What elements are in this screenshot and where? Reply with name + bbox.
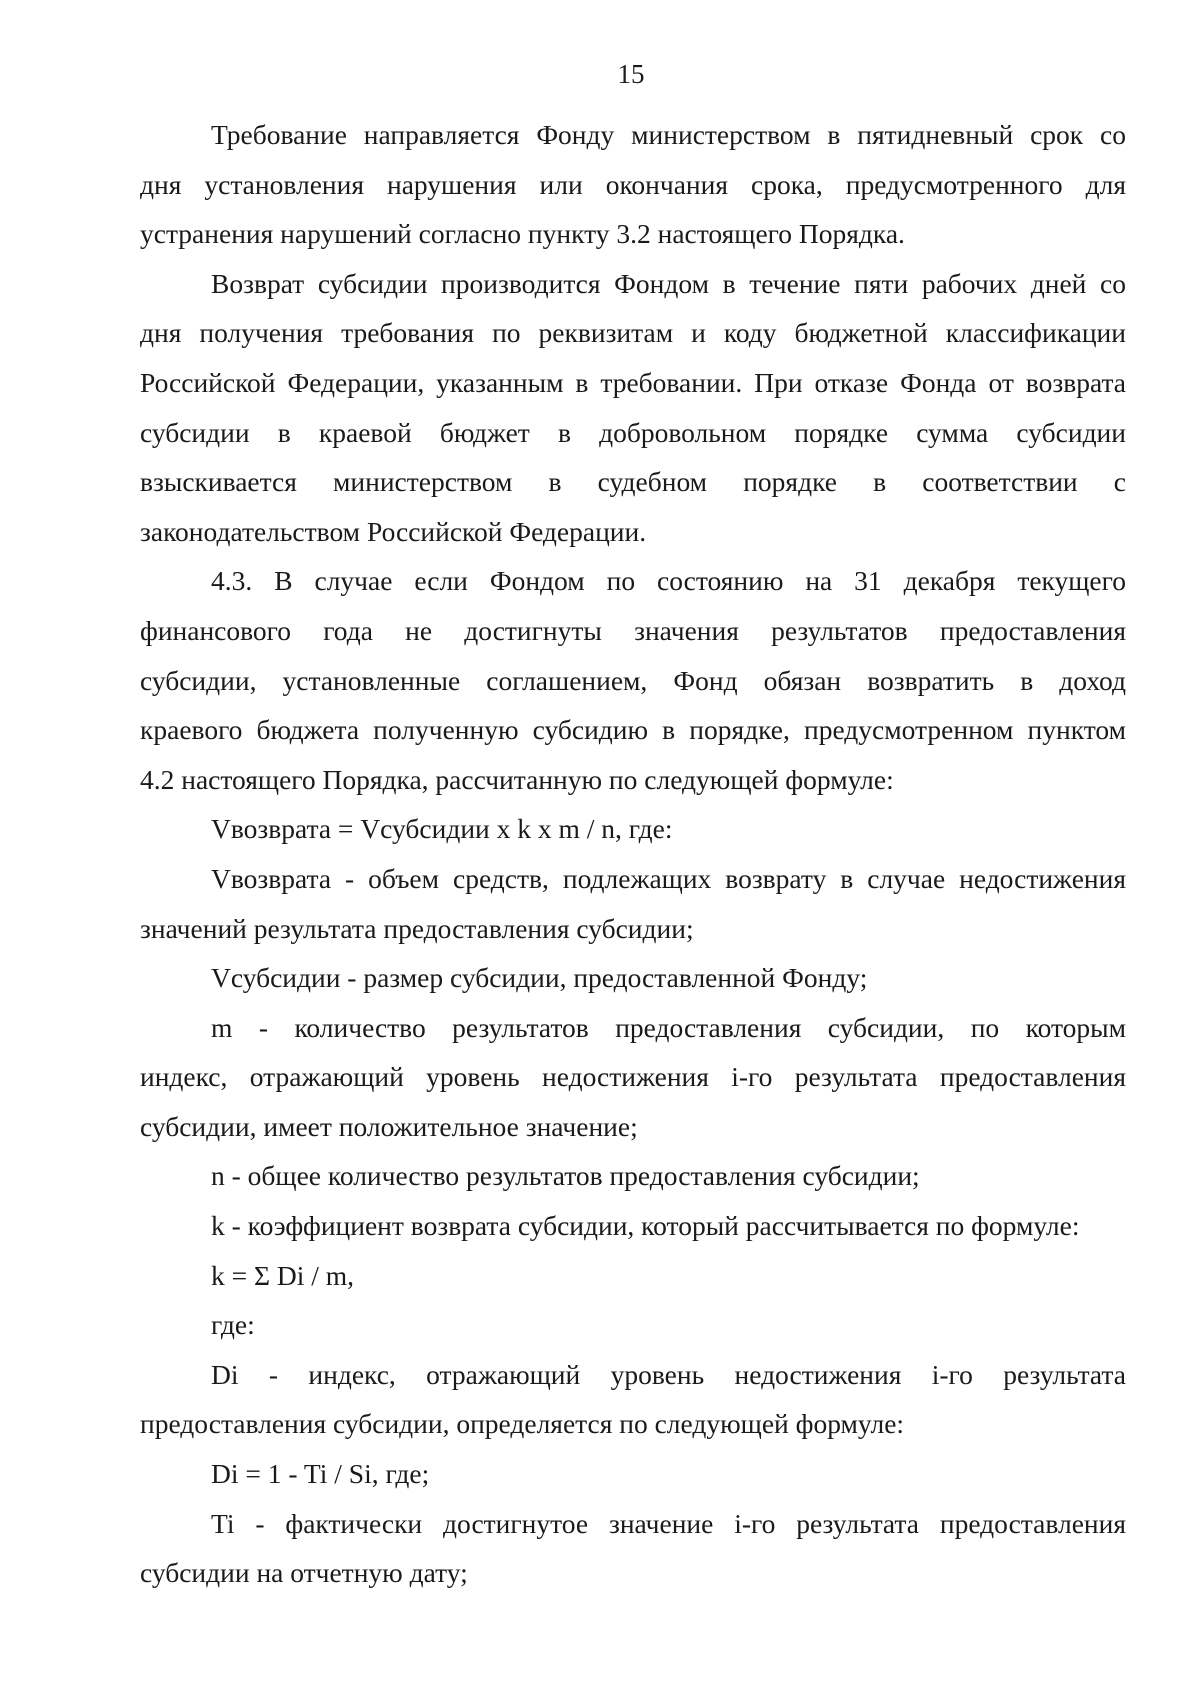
text-line: k - коэффициент возврата субсидии, который рассчитывается по формуле: (211, 1210, 1080, 1242)
text-line: Ti - фактически достигнутое значение i-го результата предоставления (211, 1507, 1126, 1539)
text-line: Требование направляется Фонду министерством в пятидневный срок со (211, 119, 1126, 150)
text-line: субсидии, имеет положительное значение; (140, 1110, 638, 1142)
text-line: n - общее количество результатов предоставления субсидии; (211, 1160, 920, 1192)
text-line: дня установления нарушения или окончания срока, предусмотренного для (140, 168, 1126, 200)
text-line: Российской Федерации, указанным в требовании. При отказе Фонда от возврата (140, 366, 1126, 398)
text-line: 4.3. В случае если Фондом по состоянию на 31 декабря текущего (211, 565, 1126, 597)
text-line: индекс, отражающий уровень недостижения i-го результата предоставления (140, 1061, 1126, 1093)
text-line: субсидии на отчетную дату; (140, 1557, 468, 1589)
text-line: краевого бюджета полученную субсидию в порядке, предусмотренном пунктом (140, 714, 1126, 746)
text-line: m - количество результатов предоставления субсидии, по которым (211, 1011, 1126, 1043)
text-line: Возврат субсидии производится Фондом в течение пяти рабочих дней со (211, 267, 1126, 299)
text-line: предоставления субсидии, определяется по следующей формуле: (140, 1408, 905, 1440)
text-line: Di - индекс, отражающий уровень недостижения i-го результата (211, 1358, 1126, 1390)
document-body (140, 110, 1126, 1598)
text-line: взыскивается министерством в судебном порядке в соответствии с (140, 466, 1126, 498)
text-line: субсидии в краевой бюджет в добровольном порядке сумма субсидии (140, 416, 1126, 448)
formula-line: k = Σ Di / m, (211, 1259, 355, 1291)
text-line: 4.2 настоящего Порядка, рассчитанную по следующей формуле: (140, 763, 894, 795)
text-line: устранения нарушений согласно пункту 3.2 настоящего Порядка. (140, 218, 905, 250)
formula-line: Di = 1 - Ti / Si, где; (211, 1458, 430, 1490)
text-line: Vвозврата - объем средств, подлежащих возврату в случае недостижения (211, 862, 1126, 894)
page-number: 15 (617, 59, 645, 89)
text-line: где: (211, 1309, 255, 1341)
formula-line: Vвозврата = Vсубсидии x k x m / n, где: (211, 813, 673, 845)
text-line: субсидии, установленные соглашением, Фонд обязан возвратить в доход (140, 664, 1126, 696)
text-line: финансового года не достигнуты значения результатов предоставления (140, 614, 1126, 646)
text-line: значений результата предоставления субсидии; (140, 912, 694, 944)
text-line: дня получения требования по реквизитам и коду бюджетной классификации (140, 317, 1126, 349)
text-line: законодательством Российской Федерации. (140, 515, 647, 547)
text-line: Vсубсидии - размер субсидии, предоставленной Фонду; (211, 962, 868, 994)
